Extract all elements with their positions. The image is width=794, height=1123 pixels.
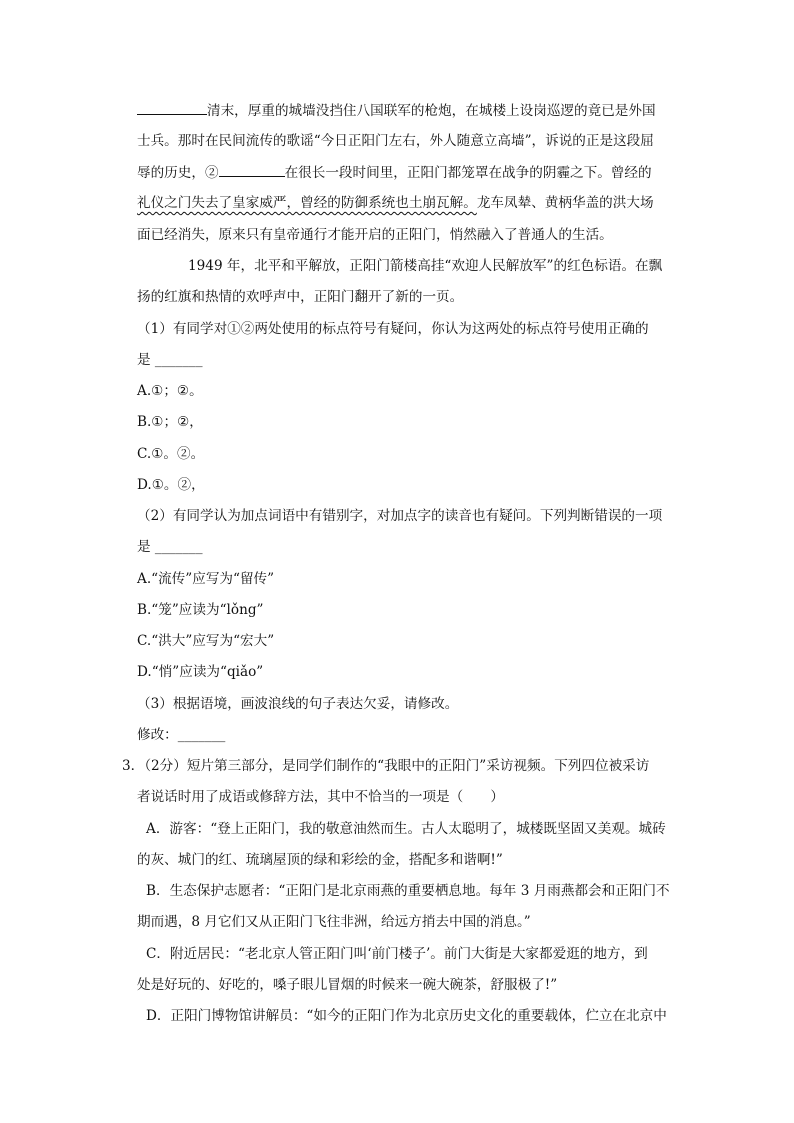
q1-option-a[interactable]	[137, 381, 677, 401]
q3-option-b[interactable]	[146, 881, 676, 901]
wavy-underlined-sentence: 礼仪之门失去了皇家威严，曾经的防御系统也土崩瓦解。	[137, 195, 477, 211]
answer-field[interactable]: 修改：_______	[137, 727, 226, 743]
option-text: 处是好玩的、好吃的，嗓子眼儿冒烟的时候来一碗大碗茶，舒服极了!”	[137, 977, 558, 993]
question-stem: 是 _______	[137, 352, 203, 368]
q2-option-d[interactable]	[137, 662, 677, 682]
q3-option-b-cont	[137, 912, 677, 932]
option-text: 的灰、城门的红、琉璃屋顶的绿和彩绘的金，搭配多和谐啊!”	[137, 852, 503, 868]
question-stem: 是 _______	[137, 539, 203, 555]
q1-option-c[interactable]	[137, 444, 677, 464]
passage-p2-line-2	[137, 287, 677, 307]
question-stem: （3）根据语境，画波浪线的句子表达欠妥，请修改。	[137, 696, 459, 712]
q3-stem-line-1	[122, 756, 678, 776]
q2-option-b[interactable]	[137, 600, 677, 620]
passage-line-1	[137, 100, 677, 121]
passage-text: 面已经消失，原来只有皇帝通行才能开启的正阳门，悄然融入了普通人的生活。	[137, 227, 613, 243]
passage-p2-line-1	[188, 256, 688, 276]
passage-text: 1949 年，北平和平解放，正阳门箭楼高挂“欢迎人民解放军”的红色标语。在飘	[188, 258, 663, 274]
q3-option-d[interactable]	[146, 1006, 676, 1026]
q2-stem-line-2	[137, 537, 677, 557]
option-text: A．游客：“登上正阳门，我的敬意油然而生。古人太聪明了，城楼既坚固又美观。城砖	[146, 821, 666, 837]
q2-option-c[interactable]	[137, 631, 677, 651]
q3-option-c-cont	[137, 975, 677, 995]
option-text: B．生态保护志愿者：“正阳门是北京雨燕的重要栖息地。每年 3 月雨燕都会和正阳门不	[146, 883, 670, 899]
passage-line-2	[137, 131, 677, 151]
passage-text: 清末，厚重的城墙没挡住八国联军的枪炮，在城楼上设岗巡逻的竟已是外国	[207, 103, 656, 119]
passage-text: 辱的历史，②	[137, 165, 219, 181]
q2-option-a[interactable]	[137, 569, 677, 589]
option-label: A.①；②。	[137, 383, 203, 399]
q1-stem-line-2	[137, 350, 677, 370]
option-label: A.“流传”应写为“留传”	[137, 571, 275, 587]
passage-text: 士兵。那时在民间流传的歌谣“今日正阳门左右，外人随意立高墙”，诉说的正是这段屈	[137, 133, 654, 149]
passage-text: 扬的红旗和热情的欢呼声中，正阳门翻开了新的一页。	[137, 289, 464, 305]
q3-stem-line-2	[137, 787, 677, 807]
passage-line-3	[137, 162, 677, 183]
question-stem: 3．（2分）短片第三部分，是同学们制作的“我眼中的正阳门”采访视频。下列四位被采访	[122, 758, 650, 774]
question-stem: （1）有同学对①②两处使用的标点符号有疑问，你认为这两处的标点符号使用正确的	[137, 321, 649, 337]
passage-line-5	[137, 225, 677, 245]
option-label: D.①。②，	[137, 477, 205, 493]
q3sub-answer[interactable]	[137, 725, 677, 745]
option-text: C．附近居民：“老北京人管正阳门叫‘前门楼子’。前门大街是大家都爱逛的地方，到	[146, 946, 648, 962]
passage-text: 龙车凤辇、黄柄华盖的洪大场	[476, 195, 654, 211]
option-label: C.“洪大”应写为“宏大”	[137, 633, 275, 649]
q3-option-c[interactable]	[146, 944, 676, 964]
option-label: B.“笼”应读为“lǒng”	[137, 602, 264, 618]
q3-option-a-cont	[137, 850, 677, 870]
q3-option-a[interactable]	[146, 819, 676, 839]
option-label: C.①。②。	[137, 446, 205, 462]
fill-blank-2[interactable]	[219, 162, 285, 177]
q1-stem-line-1	[137, 319, 677, 339]
option-label: D.“悄”应读为“qiǎo”	[137, 664, 264, 680]
option-text: 期而遇，8 月它们又从正阳门飞往非洲，给远方捎去中国的消息。”	[137, 914, 531, 930]
q3sub-stem	[137, 694, 677, 714]
passage-line-4	[137, 193, 677, 213]
question-stem: 者说话时用了成语或修辞方法，其中不恰当的一项是（ ）	[137, 789, 505, 805]
fill-blank-1[interactable]	[137, 100, 207, 115]
option-label: B.①；②，	[137, 414, 203, 430]
q1-option-b[interactable]	[137, 412, 677, 432]
option-text: D．正阳门博物馆讲解员：“如今的正阳门作为北京历史文化的重要载体，伫立在北京中	[146, 1008, 667, 1024]
passage-text: 在很长一段时间里，正阳门都笼罩在战争的阴霾之下。曾经的	[284, 165, 652, 181]
q2-stem-line-1	[137, 506, 677, 526]
q1-option-d[interactable]	[137, 475, 677, 495]
question-stem: （2）有同学认为加点词语中有错别字，对加点字的读音也有疑问。下列判断错误的一项	[137, 508, 663, 524]
